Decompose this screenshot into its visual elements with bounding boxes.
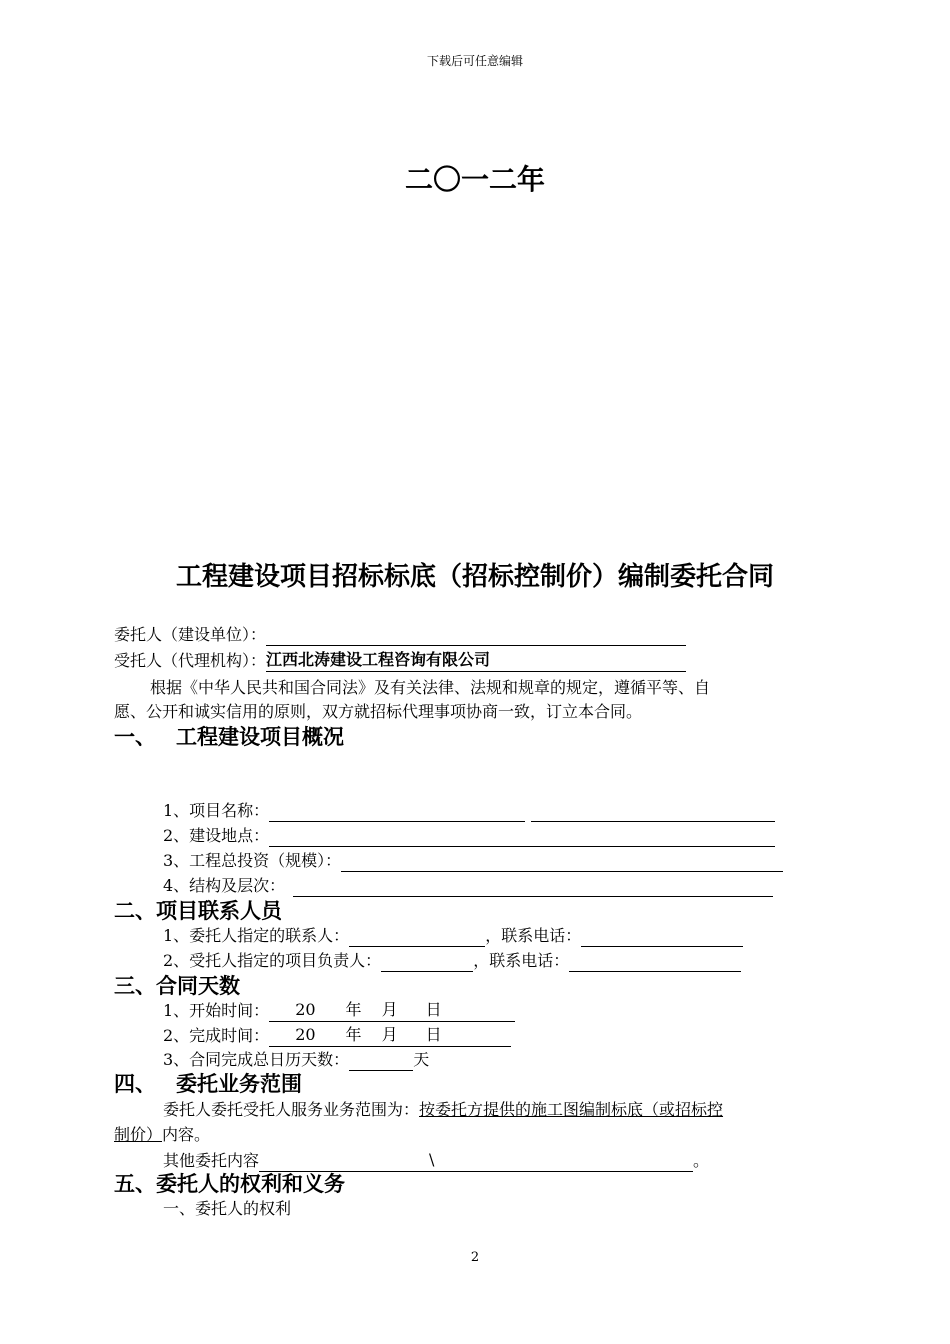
start-date-prefix: 20 (295, 1000, 316, 1019)
structure-line (163, 875, 773, 897)
agent-contact-line (163, 950, 741, 972)
other-scope-mark: \ (429, 1150, 435, 1169)
investment-label: 3、工程总投资（规模）： (163, 851, 342, 870)
client-contact-line (163, 925, 743, 947)
structure-label: 4、结构及层次： (163, 876, 286, 895)
agent-contact-blank (381, 953, 473, 972)
intro-line-2: 愿、公开和诚实信用的原则，双方就招标代理事项协商一致，订立本合同。 (114, 702, 643, 721)
end-date-prefix: 20 (295, 1025, 316, 1044)
agent-phone-label: ，联系电话： (473, 951, 570, 970)
investment-line (163, 850, 783, 872)
client-blank (266, 627, 686, 646)
scope-content-2: 制价） (114, 1125, 163, 1144)
agent-label: 受托人（代理机构）： (114, 651, 267, 670)
client-line (114, 624, 686, 646)
end-time-line (163, 1024, 511, 1047)
start-time-line (163, 999, 515, 1022)
total-days-line (163, 1049, 429, 1071)
section-3-heading (114, 973, 240, 999)
agent-phone-blank (569, 953, 741, 972)
start-date-blank (269, 999, 515, 1022)
end-date-year: 年 (345, 1025, 362, 1044)
project-name-blank-1 (269, 803, 525, 822)
section-1-number: 一、 (114, 725, 156, 749)
location-line (163, 825, 775, 847)
project-name-line (163, 800, 775, 822)
start-date-month: 月 (381, 1000, 398, 1019)
agent-blank (266, 649, 686, 672)
client-label: 委托人（建设单位）： (114, 625, 267, 644)
intro-line-1: 根据《中华人民共和国合同法》及有关法律、法规和规章的规定，遵循平等、自 (150, 678, 711, 697)
section-3-number: 三、 (114, 974, 156, 998)
end-date-blank (269, 1024, 511, 1047)
total-days-blank (349, 1052, 413, 1071)
project-name-label: 1、项目名称： (163, 801, 270, 820)
section-4-number: 四、 (114, 1072, 156, 1096)
client-phone-blank (581, 928, 743, 947)
scope-suffix: 内容。 (162, 1125, 211, 1144)
client-contact-label: 1、委托人指定的联系人： (163, 926, 350, 945)
project-name-blank-2 (531, 803, 775, 822)
cover-year: 二〇一二年 (404, 163, 545, 196)
end-date-month: 月 (381, 1025, 398, 1044)
structure-blank (293, 878, 773, 897)
other-scope-end: 。 (693, 1151, 710, 1170)
scope-line-2 (114, 1124, 210, 1146)
section-2-heading (114, 898, 282, 924)
section-4-title: 委托业务范围 (176, 1072, 302, 1096)
scope-content-1: 按委托方提供的施工图编制标底（或招标控 (419, 1100, 724, 1119)
section-1-title: 工程建设项目概况 (176, 725, 344, 749)
section-3-title: 合同天数 (156, 974, 240, 998)
total-days-label: 3、合同完成总日历天数： (163, 1050, 350, 1069)
header-note: 下载后可任意编辑 (426, 54, 523, 68)
section-1-heading (114, 724, 344, 750)
start-date-year: 年 (345, 1000, 362, 1019)
section-4-heading (114, 1071, 302, 1097)
section-2-number: 二、 (114, 899, 156, 923)
page-number: 2 (470, 1250, 480, 1265)
end-time-label: 2、完成时间： (163, 1026, 270, 1045)
section-5-heading (114, 1171, 345, 1197)
location-label: 2、建设地点： (163, 826, 270, 845)
other-scope-line (163, 1149, 709, 1172)
total-days-unit: 天 (413, 1050, 430, 1069)
client-rights-subheading: 一、委托人的权利 (163, 1199, 292, 1218)
start-time-label: 1、开始时间： (163, 1001, 270, 1020)
agent-line (114, 649, 686, 672)
client-contact-blank (349, 928, 485, 947)
scope-line-1 (163, 1099, 723, 1121)
contract-title: 工程建设项目招标标底（招标控制价）编制委托合同 (175, 562, 774, 592)
scope-prefix: 委托人委托受托人服务业务范围为： (163, 1100, 420, 1119)
agent-name: 江西北涛建设工程咨询有限公司 (266, 650, 491, 669)
start-date-day: 日 (425, 1000, 442, 1019)
other-scope-blank (259, 1149, 693, 1172)
end-date-day: 日 (425, 1025, 442, 1044)
client-phone-label: ，联系电话： (485, 926, 582, 945)
investment-blank (341, 853, 783, 872)
other-scope-label: 其他委托内容 (163, 1151, 260, 1170)
section-5-number: 五、 (114, 1172, 156, 1196)
section-2-title: 项目联系人员 (156, 899, 282, 923)
location-blank (269, 828, 775, 847)
section-5-title: 委托人的权利和义务 (156, 1172, 345, 1196)
agent-contact-label: 2、受托人指定的项目负责人： (163, 951, 382, 970)
